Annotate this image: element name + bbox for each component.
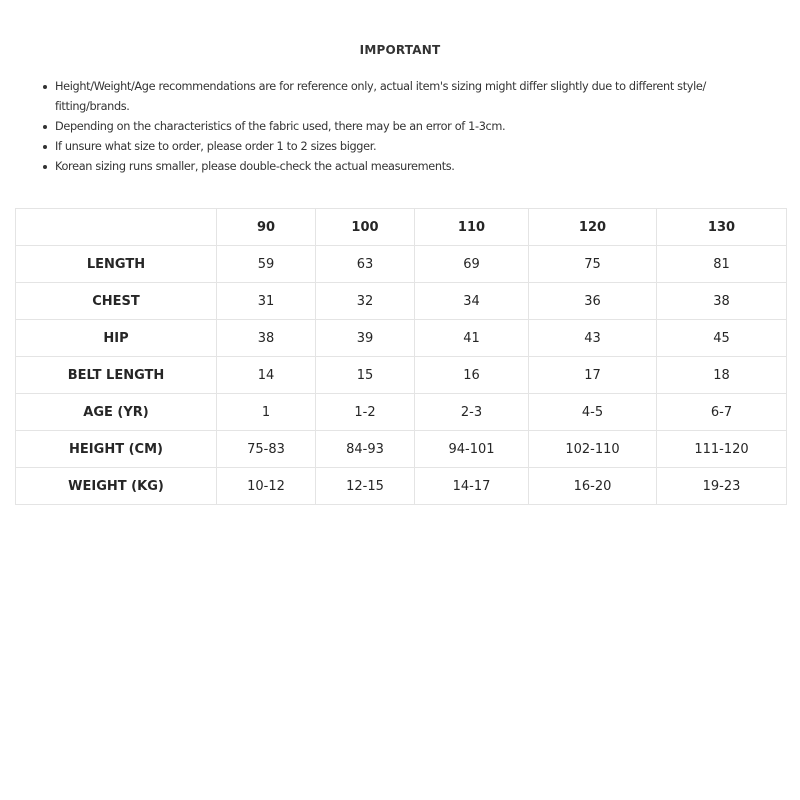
row-label: BELT LENGTH xyxy=(16,357,217,394)
table-cell: 59 xyxy=(217,246,316,283)
table-cell: 14 xyxy=(217,357,316,394)
notice-item-text: Height/Weight/Age recommendations are for reference only, actual item's sizing might differ slightly due to different style/ fitting/brands. xyxy=(55,80,706,113)
size-header: 120 xyxy=(529,209,657,246)
notice-title: IMPORTANT xyxy=(359,43,441,57)
table-cell: 10-12 xyxy=(217,468,316,505)
table-cell: 45 xyxy=(657,320,787,357)
table-cell: 16 xyxy=(415,357,529,394)
size-chart-table xyxy=(15,208,787,505)
row-label: CHEST xyxy=(16,283,217,320)
table-row xyxy=(16,357,787,394)
table-cell: 102-110 xyxy=(529,431,657,468)
notice-item-text: Korean sizing runs smaller, please double-check the actual measurements. xyxy=(55,160,455,173)
notice-item xyxy=(40,137,780,157)
table-cell: 111-120 xyxy=(657,431,787,468)
bullet-icon xyxy=(43,145,47,149)
table-cell: 18 xyxy=(657,357,787,394)
table-cell: 1 xyxy=(217,394,316,431)
table-cell: 63 xyxy=(316,246,415,283)
bullet-icon xyxy=(43,165,47,169)
table-cell: 15 xyxy=(316,357,415,394)
table-cell: 94-101 xyxy=(415,431,529,468)
table-cell: 19-23 xyxy=(657,468,787,505)
row-label: WEIGHT (KG) xyxy=(16,468,217,505)
notice-list xyxy=(40,77,780,177)
notice-item xyxy=(40,157,780,177)
row-label: HEIGHT (CM) xyxy=(16,431,217,468)
table-cell: 43 xyxy=(529,320,657,357)
table-cell: 34 xyxy=(415,283,529,320)
table-cell: 1-2 xyxy=(316,394,415,431)
table-cell: 16-20 xyxy=(529,468,657,505)
table-cell: 17 xyxy=(529,357,657,394)
table-cell: 81 xyxy=(657,246,787,283)
table-cell: 32 xyxy=(316,283,415,320)
row-label: LENGTH xyxy=(16,246,217,283)
size-header: 100 xyxy=(316,209,415,246)
table-cell: 38 xyxy=(657,283,787,320)
table-cell: 36 xyxy=(529,283,657,320)
corner-cell xyxy=(16,209,217,246)
table-cell: 75-83 xyxy=(217,431,316,468)
bullet-icon xyxy=(43,85,47,89)
bullet-icon xyxy=(43,125,47,129)
table-cell: 75 xyxy=(529,246,657,283)
row-label: AGE (YR) xyxy=(16,394,217,431)
table-header-row xyxy=(16,209,787,246)
size-header: 110 xyxy=(415,209,529,246)
table-row xyxy=(16,320,787,357)
table-row xyxy=(16,431,787,468)
table-row xyxy=(16,394,787,431)
table-cell: 39 xyxy=(316,320,415,357)
table-cell: 31 xyxy=(217,283,316,320)
table-row xyxy=(16,246,787,283)
table-row xyxy=(16,283,787,320)
table-cell: 84-93 xyxy=(316,431,415,468)
size-header: 130 xyxy=(657,209,787,246)
table-cell: 14-17 xyxy=(415,468,529,505)
table-cell: 41 xyxy=(415,320,529,357)
row-label: HIP xyxy=(16,320,217,357)
size-header: 90 xyxy=(217,209,316,246)
table-cell: 6-7 xyxy=(657,394,787,431)
table-cell: 4-5 xyxy=(529,394,657,431)
table-row xyxy=(16,468,787,505)
notice-item-text: If unsure what size to order, please order 1 to 2 sizes bigger. xyxy=(55,140,377,153)
notice-item xyxy=(40,117,780,137)
table-cell: 12-15 xyxy=(316,468,415,505)
table-cell: 2-3 xyxy=(415,394,529,431)
notice-item-text: Depending on the characteristics of the fabric used, there may be an error of 1-3cm. xyxy=(55,120,506,133)
table-cell: 38 xyxy=(217,320,316,357)
table-cell: 69 xyxy=(415,246,529,283)
notice-item xyxy=(40,77,780,117)
